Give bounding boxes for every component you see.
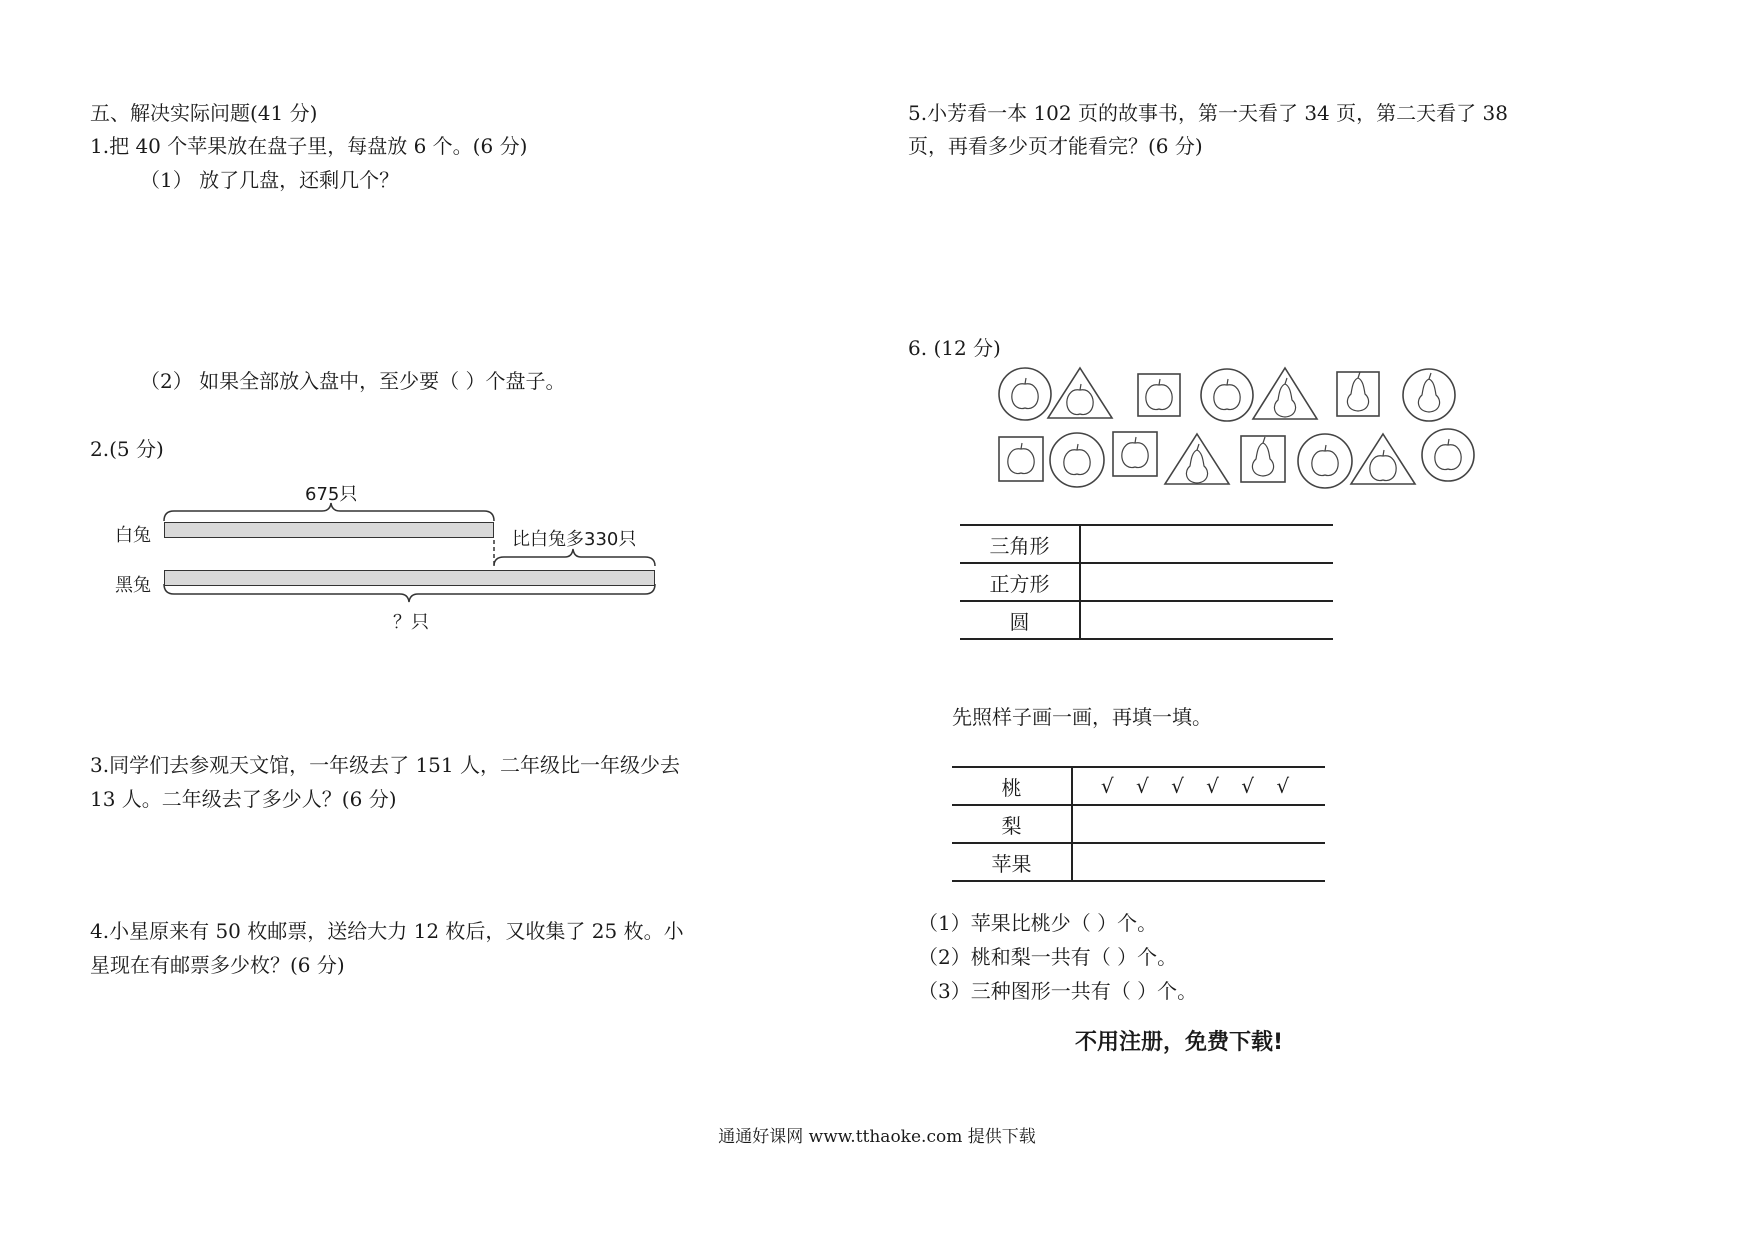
- triangle-pear-icon: [1165, 434, 1229, 484]
- square-pear-icon: [1337, 372, 1379, 416]
- table-row: [952, 805, 1325, 843]
- fruit-table-label: 桃: [952, 767, 1072, 805]
- question-4-line-1: 4.小星原来有 50 枚邮票，送给大力 12 枚后，又收集了 25 枚。小: [90, 919, 684, 943]
- square-apple-icon: [999, 437, 1043, 481]
- question-2: 2.(5 分): [90, 437, 164, 461]
- white-rabbit-label: 白兔: [115, 525, 151, 546]
- shapes-table-label: 正方形: [960, 563, 1080, 601]
- shapes-table-answer: [1080, 563, 1333, 601]
- circle-apple-icon: [1201, 369, 1253, 421]
- black-rabbit-total-label: ？只: [393, 612, 429, 633]
- black-rabbit-label: 黑兔: [115, 575, 151, 596]
- circle-apple-icon: [1422, 429, 1474, 481]
- fruit-table: [952, 766, 1325, 882]
- table-row: [960, 525, 1333, 563]
- table-row: [960, 601, 1333, 639]
- question-1-part-1: （1） 放了几盘，还剩几个？: [140, 168, 400, 192]
- black-rabbit-bar: [164, 570, 655, 586]
- more-than-white-label: 比白兔多330只: [512, 529, 637, 550]
- white-rabbit-total-label: 675只: [305, 484, 358, 505]
- footer-credit: 通通好课网 www.tthaoke.com 提供下载: [718, 1127, 1036, 1147]
- question-6-part-1: （1）苹果比桃少（ ）个。: [918, 911, 1158, 935]
- circle-apple-icon: [1298, 434, 1352, 488]
- fruit-table-tally: √ √ √ √ √ √: [1072, 767, 1325, 805]
- circle-apple-icon: [999, 368, 1051, 420]
- fruit-table-label: 苹果: [952, 843, 1072, 881]
- question-6-part-3: （3）三种图形一共有（ ）个。: [918, 979, 1198, 1003]
- question-5-line-1: 5.小芳看一本 102 页的故事书，第一天看了 34 页，第二天看了 38: [908, 101, 1508, 125]
- triangle-apple-icon: [1048, 368, 1112, 418]
- shapes-fruits-illustration: [995, 362, 1495, 492]
- question-6-part-2: （2）桃和梨一共有（ ）个。: [918, 945, 1178, 969]
- question-6: 6. (12 分): [908, 336, 1001, 360]
- fruit-table-tally: [1072, 843, 1325, 881]
- question-3-line-1: 3.同学们去参观天文馆，一年级去了 151 人，二年级比一年级少去: [90, 753, 680, 777]
- table-row: [952, 843, 1325, 881]
- drawing-instruction: 先照样子画一画，再填一填。: [952, 705, 1212, 729]
- table-row: [960, 563, 1333, 601]
- triangle-apple-icon: [1351, 434, 1415, 484]
- circle-apple-icon: [1050, 433, 1104, 487]
- table-row: [952, 767, 1325, 805]
- square-pear-icon: [1241, 436, 1285, 482]
- circle-pear-icon: [1403, 369, 1455, 421]
- square-apple-icon: [1113, 432, 1157, 476]
- diagram-braces: [0, 0, 700, 660]
- question-5-line-2: 页，再看多少页才能看完？(6 分): [908, 134, 1203, 158]
- white-rabbit-bar: [164, 522, 494, 538]
- question-1-part-2: （2） 如果全部放入盘中，至少要（ ）个盘子。: [140, 369, 566, 393]
- shapes-table-label: 三角形: [960, 525, 1080, 563]
- question-3-line-2: 13 人。二年级去了多少人？(6 分): [90, 787, 397, 811]
- shapes-table: [960, 524, 1333, 640]
- question-4-line-2: 星现在有邮票多少枚？(6 分): [90, 953, 345, 977]
- free-download-promo: 不用注册，免费下载!: [1075, 1030, 1284, 1055]
- section-title: 五、解决实际问题(41 分): [90, 101, 318, 125]
- square-apple-icon: [1138, 374, 1180, 416]
- triangle-pear-icon: [1253, 368, 1317, 419]
- fruit-table-label: 梨: [952, 805, 1072, 843]
- shapes-table-label: 圆: [960, 601, 1080, 639]
- question-1: 1.把 40 个苹果放在盘子里，每盘放 6 个。(6 分): [90, 134, 528, 158]
- shapes-table-answer: [1080, 525, 1333, 563]
- fruit-table-tally: [1072, 805, 1325, 843]
- shapes-table-answer: [1080, 601, 1333, 639]
